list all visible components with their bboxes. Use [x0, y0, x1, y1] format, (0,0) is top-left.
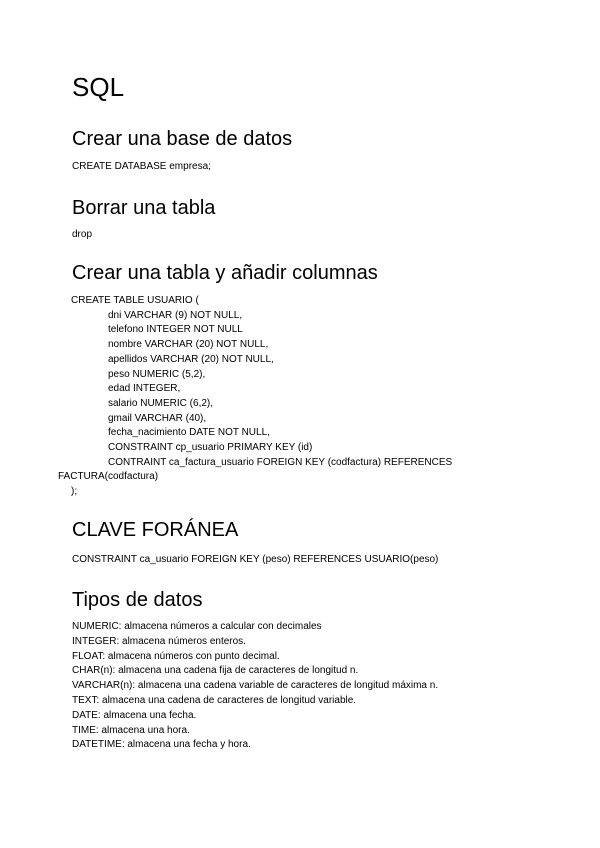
- list-item: FLOAT: almacena números con punto decimal.: [72, 650, 280, 662]
- code-line: CREATE TABLE USUARIO (: [71, 295, 199, 306]
- heading-create-database: Crear una base de datos: [72, 128, 293, 150]
- list-item: TEXT: almacena una cadena de caracteres de longitud variable.: [72, 695, 357, 706]
- heading-data-types: Tipos de datos: [72, 589, 203, 611]
- code-line: edad INTEGER,: [108, 383, 181, 395]
- heading-drop-table: Borrar una tabla: [72, 197, 216, 219]
- list-item: VARCHAR(n): almacena una cadena variable de caracteres de longitud máxima n.: [72, 680, 439, 692]
- list-item: CHAR(n): almacena una cadena fija de caracteres de longitud n.: [72, 665, 359, 677]
- code-line: );: [71, 486, 78, 498]
- code-line: gmail VARCHAR (40),: [108, 412, 207, 424]
- code-line: CONTRAINT ca_factura_usuario FOREIGN KEY (codfactura) REFERENCES: [108, 456, 453, 468]
- list-item: INTEGER: almacena números enteros.: [72, 635, 246, 647]
- code-line: telefono INTEGER NOT NULL: [108, 324, 243, 336]
- heading-foreign-key: CLAVE FORÁNEA: [72, 519, 239, 541]
- code-line: dni VARCHAR (9) NOT NULL,: [108, 309, 243, 321]
- list-item: DATETIME: almacena una fecha y hora.: [72, 739, 251, 751]
- code-line: peso NUMERIC (5,2),: [108, 368, 206, 380]
- create-database-statement: CREATE DATABASE empresa;: [72, 161, 211, 172]
- code-line: FACTURA(codfactura): [58, 471, 159, 483]
- code-line: salario NUMERIC (6,2),: [108, 397, 214, 409]
- list-item: DATE: almacena una fecha.: [72, 709, 197, 721]
- code-line: CONSTRAINT cp_usuario PRIMARY KEY (id): [108, 442, 313, 453]
- heading-create-table: Crear una tabla y añadir columnas: [72, 262, 378, 284]
- drop-table-statement: drop: [72, 229, 93, 240]
- code-line: nombre VARCHAR (20) NOT NULL,: [108, 339, 269, 351]
- list-item: NUMERIC: almacena números a calcular con decimales: [72, 621, 322, 632]
- list-item: TIME: almacena una hora.: [72, 724, 190, 736]
- foreign-key-statement: CONSTRAINT ca_usuario FOREIGN KEY (peso) REFERENCES USUARIO(peso): [72, 554, 439, 565]
- code-line: fecha_nacimiento DATE NOT NULL,: [108, 427, 270, 439]
- page-title: SQL: [72, 72, 125, 102]
- code-line: apellidos VARCHAR (20) NOT NULL,: [108, 353, 274, 365]
